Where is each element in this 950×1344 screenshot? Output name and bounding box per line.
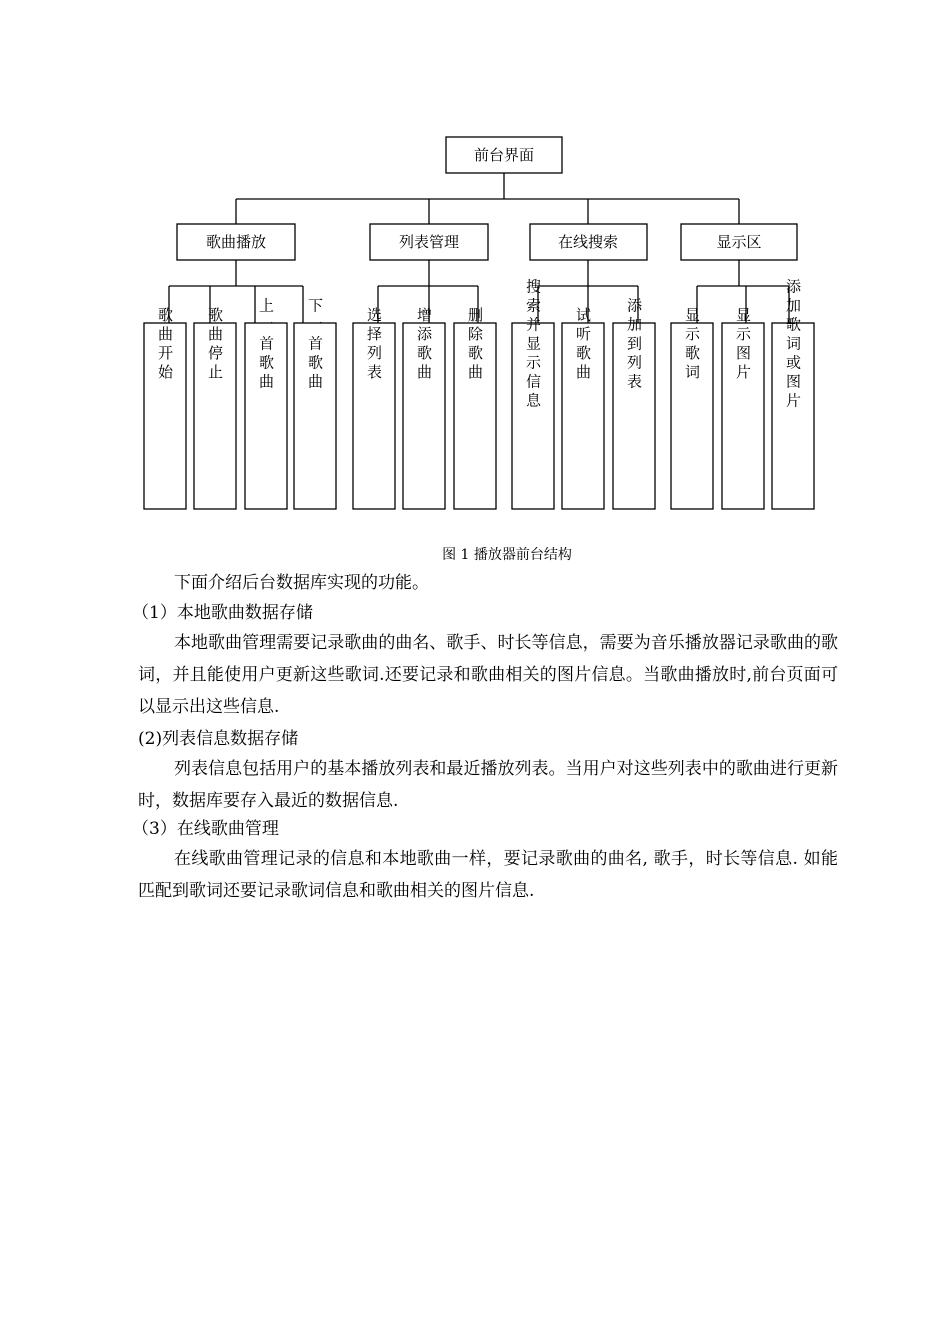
root-label: 前台界面 — [473, 146, 535, 164]
figure-caption: 图 1 播放器前台结构 — [442, 547, 572, 563]
structure-diagram — [0, 0, 950, 530]
leaf-label-song-start: 歌曲开始 — [156, 307, 174, 383]
leaf-label-previous-song: 上一首歌曲 — [257, 297, 275, 393]
leaf-label-select-list: 选择列表 — [365, 307, 383, 383]
leaf-label-add-lyrics-or-image: 添加歌词或图片 — [784, 278, 802, 412]
leaf-label-preview-song: 试听歌曲 — [574, 307, 592, 383]
section-heading-1: （1）本地歌曲数据存储 — [132, 603, 313, 623]
section-2-body: 列表信息包括用户的基本播放列表和最近播放列表。当用户对这些列表中的歌曲进行更新时，数据库要存入最近的数据信息. — [138, 759, 838, 811]
section-3-body: 在线歌曲管理记录的信息和本地歌曲一样，要记录歌曲的曲名, 歌手，时长等信息. 如能匹配到歌词还要记录歌词信息和歌曲相关的图片信息. — [138, 849, 838, 901]
leaf-label-add-song: 增添歌曲 — [415, 307, 433, 383]
group-label: 在线搜索 — [557, 233, 619, 251]
leaf-label-next-song: 下一首歌曲 — [306, 297, 324, 393]
leaf-label-show-lyrics: 显示歌词 — [683, 307, 701, 383]
leaf-label-show-image: 显示图片 — [734, 307, 752, 383]
group-label: 歌曲播放 — [205, 233, 267, 251]
leaf-label-search-show-info: 搜索并显示信息 — [524, 278, 542, 412]
section-heading-2: (2)列表信息数据存储 — [138, 729, 299, 749]
section-1-body: 本地歌曲管理需要记录歌曲的曲名、歌手、时长等信息，需要为音乐播放器记录歌曲的歌词，并且能使用户更新这些歌词.还要记录和歌曲相关的图片信息。当歌曲播放时,前台页面可以显示出这些信息. — [138, 633, 838, 717]
leaf-label-delete-song: 删除歌曲 — [466, 307, 484, 383]
section-heading-3: （3）在线歌曲管理 — [132, 819, 279, 839]
leaf-label-add-to-list: 添加到列表 — [625, 297, 643, 393]
group-label: 显示区 — [716, 233, 762, 251]
intro-paragraph: 下面介绍后台数据库实现的功能。 — [174, 573, 429, 593]
group-label: 列表管理 — [398, 233, 460, 251]
leaf-label-song-stop: 歌曲停止 — [206, 307, 224, 383]
